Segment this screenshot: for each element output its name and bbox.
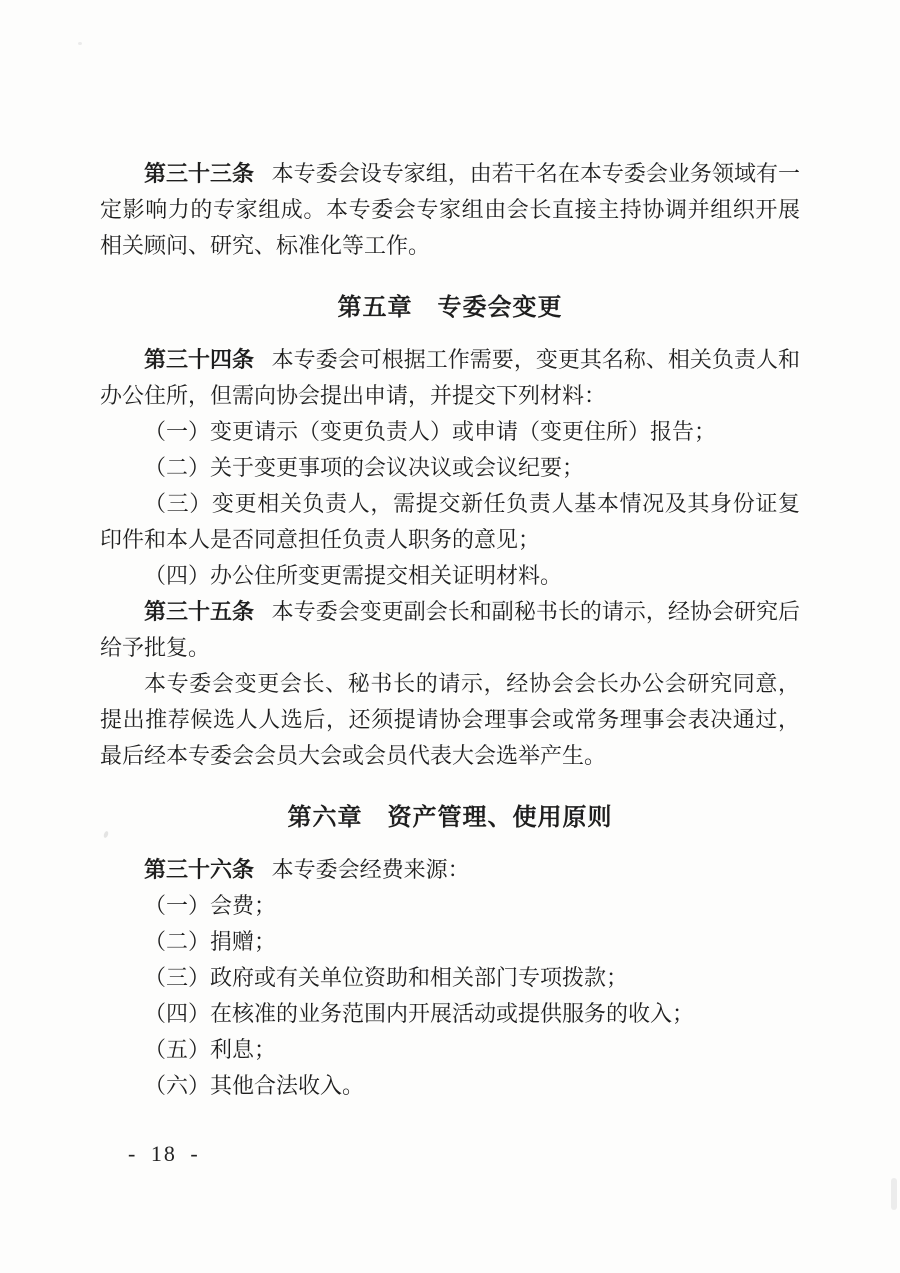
- article-36-number: 第三十六条: [144, 857, 255, 882]
- article-34-paragraph: [100, 342, 800, 414]
- article-36-item-6: （六）其他合法收入。: [144, 1073, 365, 1098]
- article-33-number: 第三十三条: [144, 161, 255, 186]
- article-35-number: 第三十五条: [144, 599, 255, 624]
- page-number: - 18 -: [128, 1141, 200, 1166]
- article-34-item-2: （二）关于变更事项的会议决议或会议纪要；: [144, 455, 585, 480]
- article-35-text: 本专委会变更副会长和副秘书长的请示，经协会研究后给予批复。: [100, 599, 800, 660]
- article-33-text: 本专委会设专家组，由若干名在本专委会业务领域有一定影响力的专家组成。本专委会专家组由会长直接主持协调并组织开展相关顾问、研究、标准化等工作。: [100, 161, 800, 258]
- article-36-text: 本专委会经费来源：: [271, 857, 470, 882]
- article-36-item-4: （四）在核准的业务范围内开展活动或提供服务的收入；: [144, 1001, 695, 1026]
- scan-speck: [78, 42, 82, 45]
- document-body: [100, 156, 800, 1104]
- article-34-number: 第三十四条: [144, 347, 255, 372]
- article-36-item-5: （五）利息；: [144, 1037, 277, 1062]
- article-35-paragraph: [100, 594, 800, 666]
- article-36-item-3: （三）政府或有关单位资助和相关部门专项拨款；: [144, 965, 629, 990]
- chapter-5-heading: 第五章 专委会变更: [337, 294, 563, 321]
- article-36-paragraph: [100, 852, 800, 888]
- article-35-paragraph-2: 本专委会变更会长、秘书长的请示，经协会会长办公会研究同意，提出推荐候选人人选后，还须提请协会理事会或常务理事会表决通过，最后经本专委会会员大会或会员代表大会选举产生。: [100, 671, 800, 768]
- scan-smudge: [891, 1178, 897, 1210]
- article-36-item-2: （二）捐赠；: [144, 929, 277, 954]
- article-36-item-1: （一）会费；: [144, 893, 277, 918]
- article-34-item-3: （三）变更相关负责人，需提交新任负责人基本情况及其身份证复印件和本人是否同意担任负责人职务的意见；: [100, 491, 800, 552]
- chapter-6-heading: 第六章 资产管理、使用原则: [287, 804, 613, 831]
- article-34-item-1: （一）变更请示（变更负责人）或申请（变更住所）报告；: [144, 419, 717, 444]
- article-34-text: 本专委会可根据工作需要，变更其名称、相关负责人和办公住所，但需向协会提出申请，并提交下列材料：: [100, 347, 800, 408]
- article-34-item-4: （四）办公住所变更需提交相关证明材料。: [144, 563, 563, 588]
- article-33-paragraph: [100, 156, 800, 264]
